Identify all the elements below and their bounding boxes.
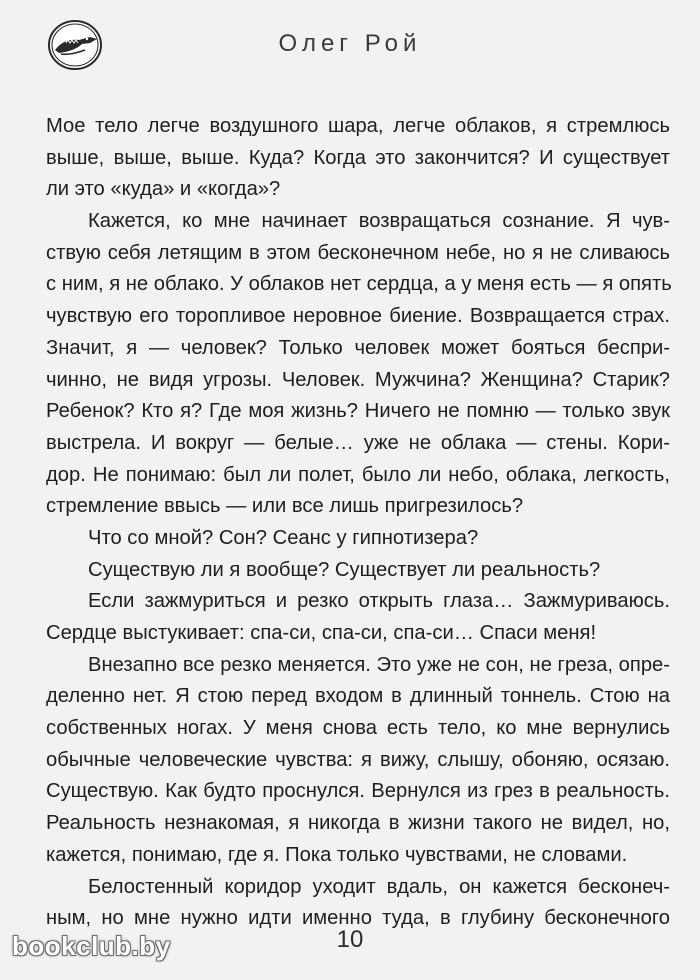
text-line: Существую. Как будто проснулся. Вернулся из грез в реальность. bbox=[46, 780, 670, 803]
text-line: собственных ногах. У меня снова есть тело, ко мне вернулись bbox=[46, 717, 670, 740]
page-number: 10 bbox=[336, 926, 364, 953]
text-line: ли это «куда» и «когда»? bbox=[46, 178, 281, 201]
text-line: Что со мной? Сон? Сеанс у гипнотизера? bbox=[88, 526, 479, 549]
text-line: ствую себя летящим в этом бесконечном небе, но я не сливаюсь bbox=[46, 241, 670, 264]
text-line: Кажется, ко мне начинает возвращаться сознание. Я чув- bbox=[88, 210, 670, 233]
text-line: чинно, не видя угрозы. Человек. Мужчина? Женщина? Старик? bbox=[46, 368, 670, 391]
text-line: обычные человеческие чувства: я вижу, слышу, обоняю, осязаю. bbox=[46, 748, 670, 771]
text-line: Ребенок? Кто я? Где моя жизнь? Ничего не помню — только звук bbox=[46, 400, 670, 423]
text-line: Белостенный коридор уходит вдаль, он кажется бесконеч- bbox=[88, 875, 670, 898]
text-line: стремление ввысь — или все лишь пригрезилось? bbox=[46, 495, 524, 518]
text-line: Сердце выстукивает: спа-си, спа-си, спа-си… Спаси меня! bbox=[46, 622, 597, 644]
page-body-text bbox=[46, 111, 670, 935]
text-line: кажется, понимаю, где я. Пока только чувствами, не словами. bbox=[46, 843, 628, 866]
text-line: Внезапно все резко меняется. Это уже не сон, не греза, опре- bbox=[88, 653, 670, 676]
text-line: Значит, я — человек? Только человек может бояться беспри- bbox=[46, 336, 670, 359]
text-line: с ним, я не облако. У облаков нет сердца, а у меня есть — я опять bbox=[46, 273, 672, 296]
running-header-author: Олег Рой bbox=[278, 30, 422, 57]
text-line: Мое тело легче воздушного шара, легче облаков, я стремлюсь bbox=[46, 115, 670, 137]
text-line: выше, выше, выше. Куда? Когда это закончится? И существует bbox=[46, 146, 670, 169]
text-line: Реальность незнакомая, я никогда в жизни такого не видел, но, bbox=[46, 812, 670, 835]
text-line: чувствую его торопливое неровное биение. Возвращается страх. bbox=[46, 305, 670, 328]
text-line: деленно нет. Я стою перед входом в длинный тоннель. Стою на bbox=[46, 685, 670, 708]
site-watermark: bookclub.by bbox=[12, 931, 171, 961]
text-line: Если зажмуриться и резко открыть глаза… Зажмуриваюсь. bbox=[88, 590, 670, 613]
text-line: Существую ли я вообще? Существует ли реальность? bbox=[88, 558, 601, 581]
text-line: дор. Не понимаю: был ли полет, было ли небо, облака, легкость, bbox=[46, 463, 670, 486]
text-line: выстрела. И вокруг — белые… уже не облака — стены. Кори- bbox=[46, 431, 670, 454]
text-line: ным, но мне нужно идти именно туда, в глубину бесконечного bbox=[46, 907, 670, 930]
